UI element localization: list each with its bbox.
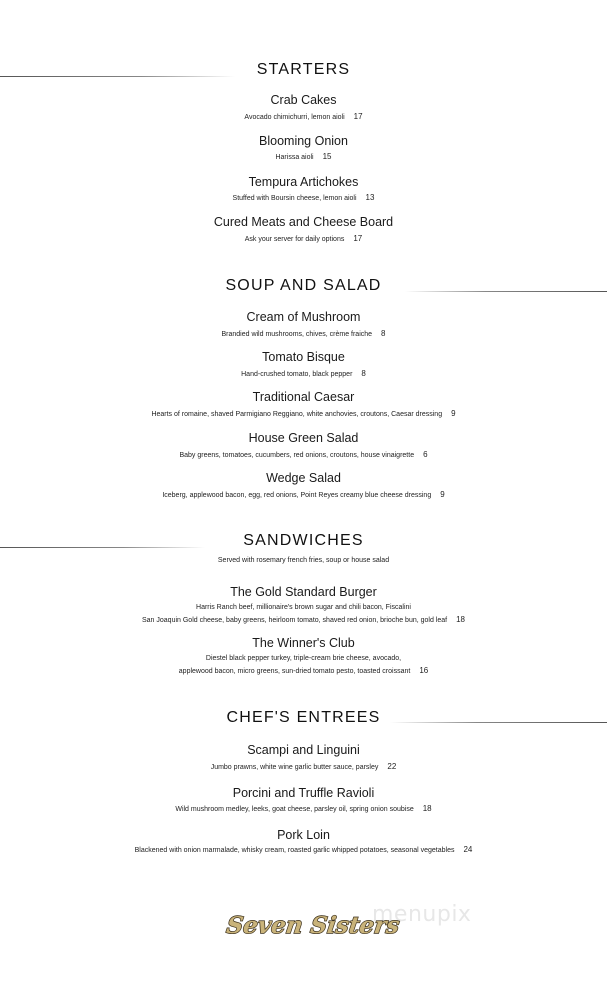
menu-item-name: Tempura Artichokes	[248, 175, 359, 189]
menu-item-desc-text: Avocado chimichurri, lemon aioli	[244, 114, 345, 121]
menu-item-name: Crab Cakes	[270, 93, 337, 107]
section-title-starters: STARTERS	[256, 61, 351, 78]
menu-item-description	[0, 234, 607, 243]
menu-item-price: 17	[353, 112, 363, 121]
menu-item-description	[0, 762, 607, 771]
menu-item-description	[0, 615, 607, 624]
menu-item-desc-text: Brandied wild mushrooms, chives, crème fraiche	[221, 331, 373, 338]
menu-item-price: 6	[423, 450, 428, 459]
menu-item-price: 13	[365, 193, 375, 202]
section-title-sandwiches: SANDWICHES	[243, 532, 364, 549]
menu-item-description	[0, 369, 607, 378]
menu-item-description: Diestel black pepper turkey, triple-cream brie cheese, avocado,	[205, 655, 402, 662]
menu-item-name: Traditional Caesar	[252, 390, 355, 404]
menu-item-desc-text: Harissa aioli	[275, 154, 314, 161]
menu-item-name: Porcini and Truffle Ravioli	[232, 786, 375, 800]
menu-item-price: 8	[381, 329, 386, 338]
menu-item-description	[0, 329, 607, 338]
menu-item-price: 9	[451, 409, 456, 418]
menu-item-name: Cured Meats and Cheese Board	[213, 215, 394, 229]
logo-text: Seven Sisters	[224, 912, 402, 939]
section-title-chefs-entrees: CHEF'S ENTREES	[226, 709, 381, 726]
menu-item-price: 24	[463, 845, 473, 854]
menu-item-price: 8	[361, 369, 366, 378]
menu-item-name: Scampi and Linguini	[247, 743, 360, 757]
menu-item-name: Tomato Bisque	[262, 350, 345, 364]
menu-item-name: House Green Salad	[248, 431, 359, 445]
menu-item-description	[0, 152, 607, 161]
menu-item-desc-text: Blackened with onion marmalade, whisky cream, roasted garlic whipped potatoes, seasonal vegetables	[134, 847, 455, 854]
menu-item-desc-text: Ask your server for daily options	[244, 236, 345, 243]
menu-item-desc-text: Hand-crushed tomato, black pepper	[241, 371, 353, 378]
menu-item-description	[0, 845, 607, 854]
menu-item-name: Wedge Salad	[266, 471, 341, 485]
menu-item-description	[0, 490, 607, 499]
menu-item-description	[0, 112, 607, 121]
divider-line	[405, 291, 607, 292]
menu-item-desc-text: Wild mushroom medley, leeks, goat cheese, parsley oil, spring onion soubise	[175, 806, 414, 813]
menu-item-name: Cream of Mushroom	[246, 310, 361, 324]
menu-item-description	[0, 804, 607, 813]
watermark-text: menupix	[372, 902, 472, 927]
menu-item-price: 9	[440, 490, 445, 499]
menu-item-description	[0, 450, 607, 459]
menu-item-desc-text: applewood bacon, micro greens, sun-dried tomato pesto, toasted croissant	[178, 668, 411, 675]
menu-item-name: The Gold Standard Burger	[230, 585, 377, 599]
menu-item-price: 18	[422, 804, 432, 813]
menu-item-desc-text: Hearts of romaine, shaved Parmigiano Reggiano, white anchovies, croutons, Caesar dressing	[151, 411, 443, 418]
menu-item-description	[0, 409, 607, 418]
logo-icon	[224, 902, 402, 944]
menu-item-desc-text: San Joaquin Gold cheese, baby greens, heirloom tomato, shaved red onion, brioche bun, gold leaf	[142, 617, 448, 624]
menu-item-price: 17	[353, 234, 363, 243]
menu-item-name: Blooming Onion	[259, 134, 348, 148]
menu-item-desc-text: Jumbo prawns, white wine garlic butter sauce, parsley	[210, 764, 379, 771]
menu-item-description	[0, 666, 607, 675]
menu-item-name: The Winner's Club	[252, 636, 355, 650]
menu-item-price: 16	[419, 666, 429, 675]
menu-item-price: 18	[456, 615, 465, 624]
divider-line	[390, 722, 607, 723]
section-title-soup-and-salad: SOUP AND SALAD	[225, 277, 382, 294]
menu-item-description	[0, 193, 607, 202]
menu-item-description: Harris Ranch beef, millionaire's brown sugar and chili bacon, Fiscalini	[196, 604, 411, 611]
menu-item-price: 22	[387, 762, 397, 771]
menu-item-price: 15	[322, 152, 332, 161]
section-note: Served with rosemary french fries, soup or house salad	[217, 557, 390, 564]
menu-item-name: Pork Loin	[277, 828, 330, 842]
menu-item-desc-text: Baby greens, tomatoes, cucumbers, red onions, croutons, house vinaigrette	[179, 452, 415, 459]
menu-item-desc-text: Stuffed with Boursin cheese, lemon aioli	[232, 195, 357, 202]
restaurant-logo	[224, 902, 402, 944]
menu-item-desc-text: Iceberg, applewood bacon, egg, red onions, Point Reyes creamy blue cheese dressing	[162, 492, 432, 499]
